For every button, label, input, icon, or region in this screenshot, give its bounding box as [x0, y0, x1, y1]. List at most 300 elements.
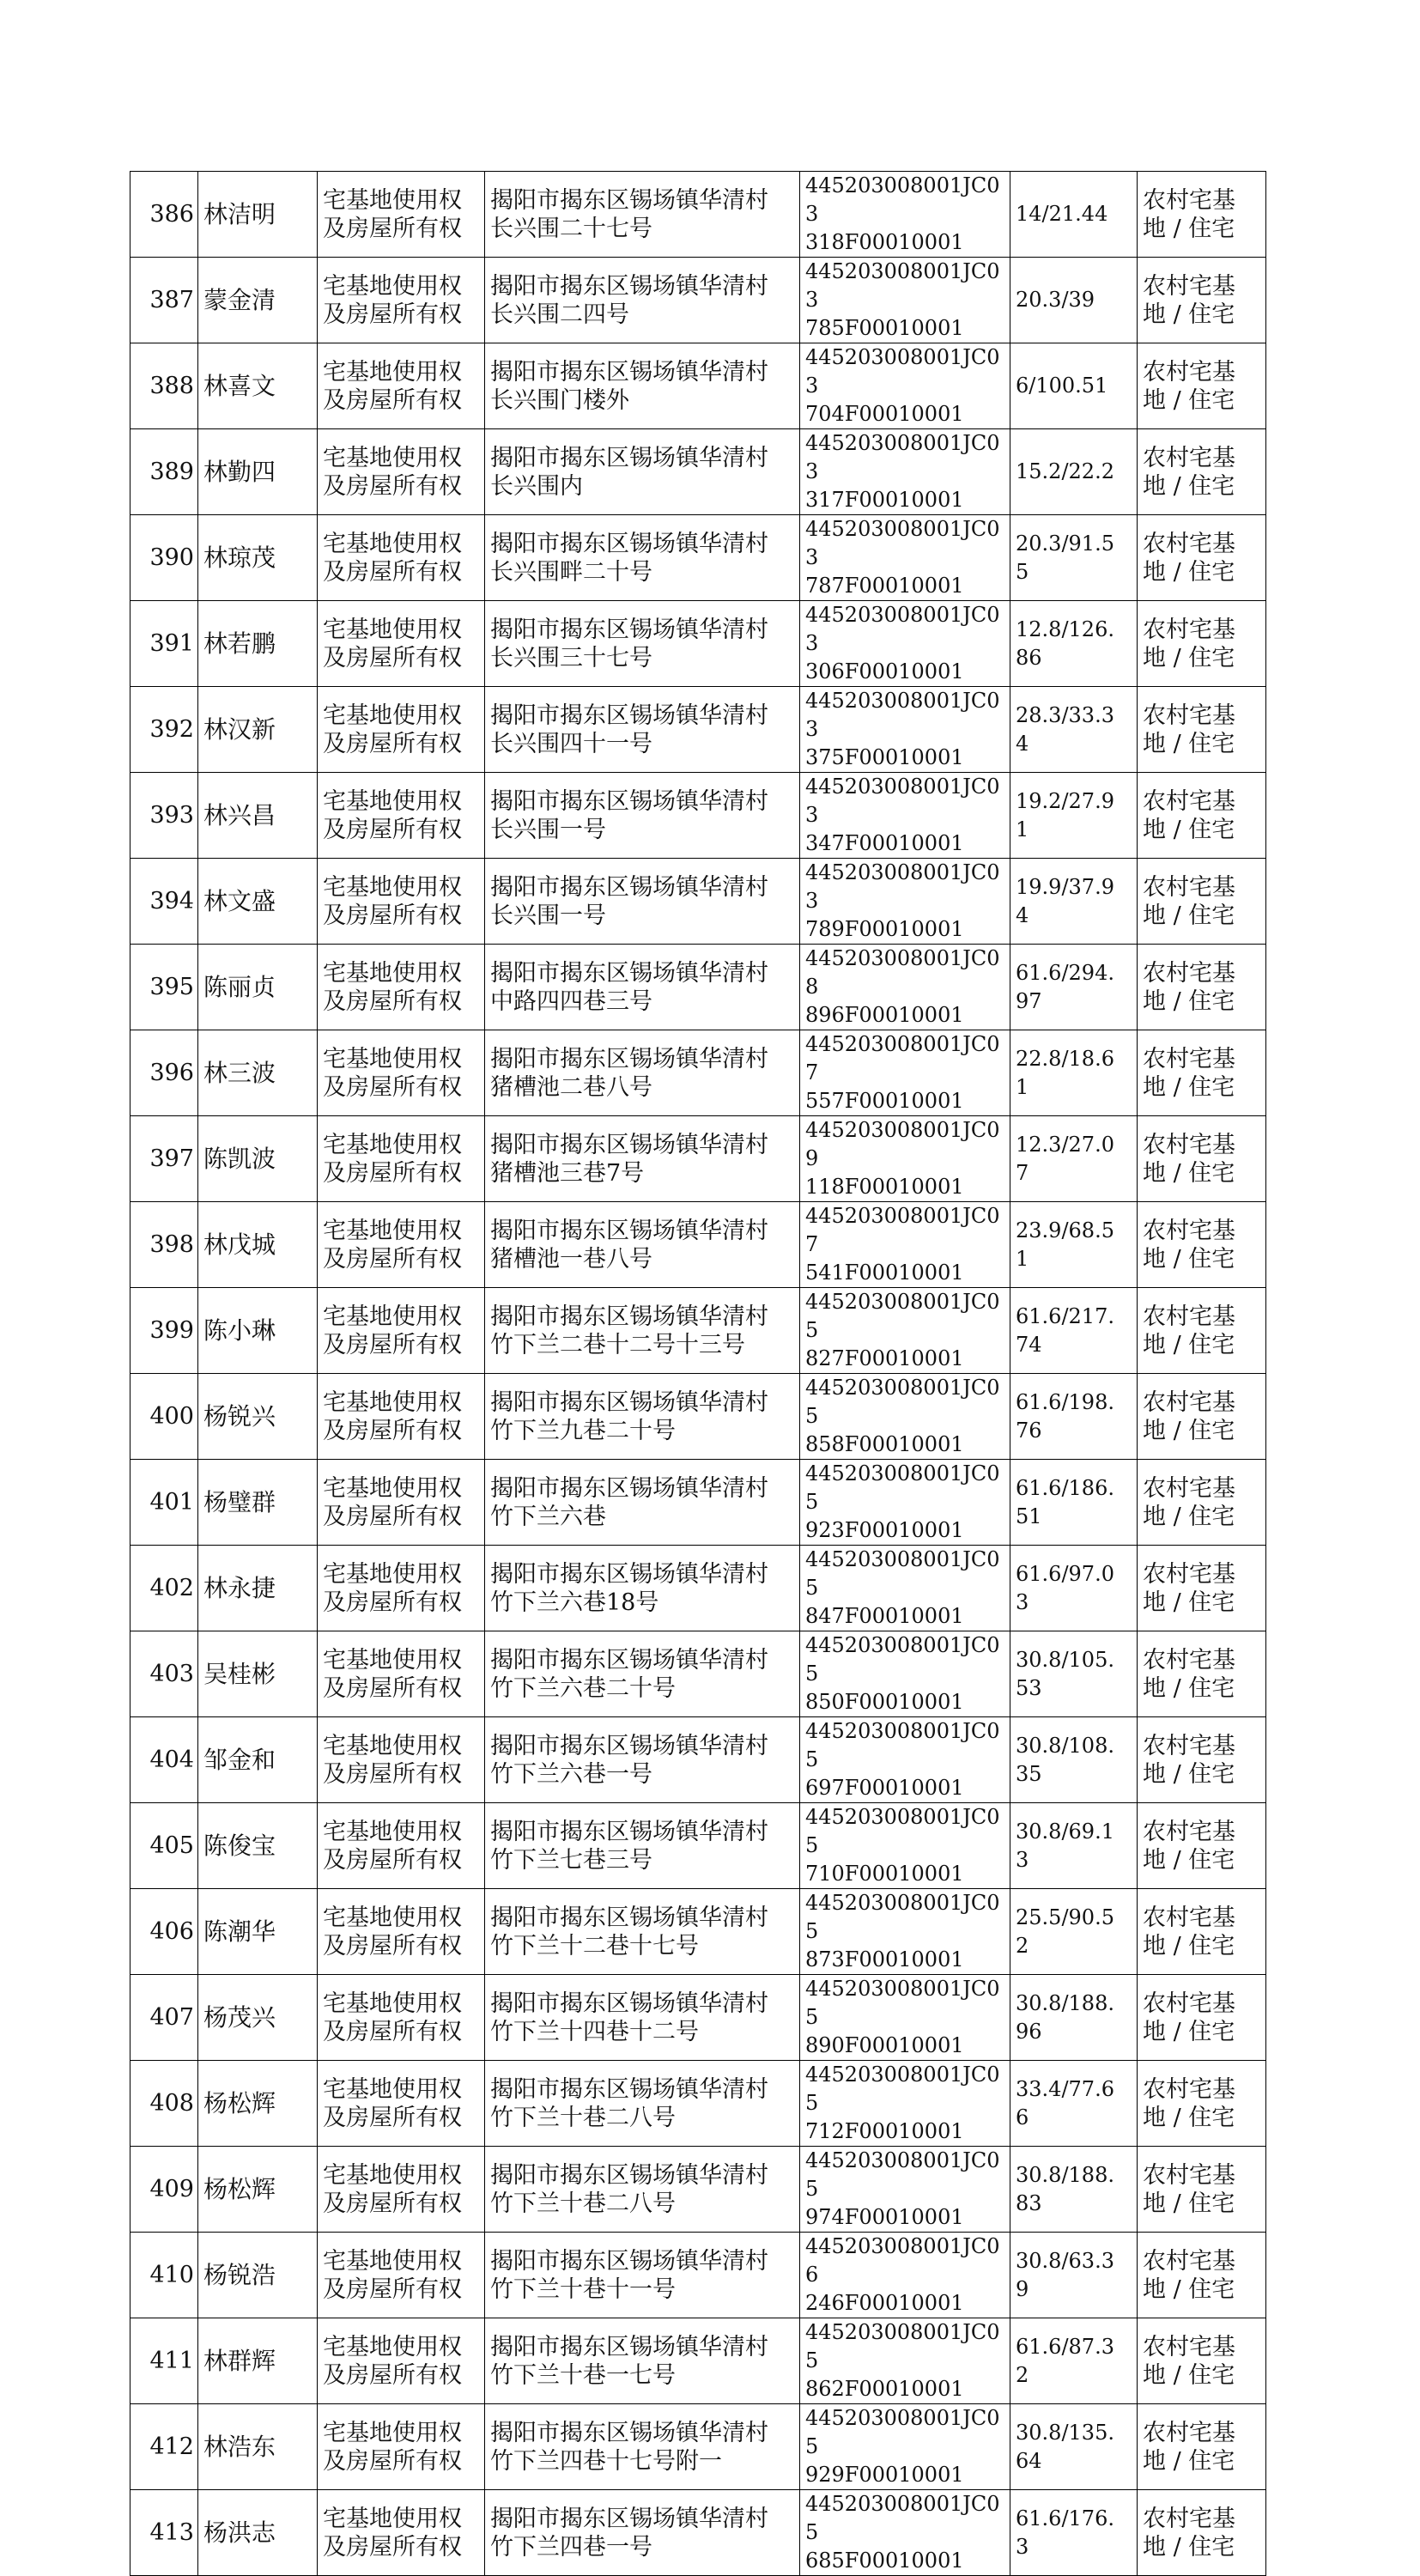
right-type: [318, 1803, 485, 1889]
area-value-line: 97: [1016, 988, 1042, 1013]
address-line: 竹下兰四巷十七号附一: [490, 2447, 722, 2475]
land-use-line: 地 / 住宅: [1143, 1589, 1235, 1616]
area-value: [1010, 687, 1138, 773]
table-row: [130, 1030, 1266, 1116]
parcel-code: [800, 1374, 1010, 1460]
parcel-code-line: 445203008001JC03: [805, 689, 1000, 741]
table-body: [130, 172, 1266, 2576]
address-line: 揭阳市揭东区锡场镇华清村: [490, 2419, 768, 2446]
parcel-code: [800, 1975, 1010, 2061]
owner-name: 吴桂彬: [198, 1631, 318, 1717]
row-number: 403: [130, 1631, 198, 1717]
land-use: [1138, 601, 1266, 687]
address: [485, 1803, 800, 1889]
row-number: 401: [130, 1460, 198, 1546]
land-use-line: 农村宅基: [1143, 1131, 1235, 1158]
table-row: [130, 1116, 1266, 1202]
address-line: 长兴围四十一号: [490, 730, 652, 757]
address-line: 揭阳市揭东区锡场镇华清村: [490, 358, 768, 386]
address: [485, 945, 800, 1030]
area-value-line: 61.6/294.: [1016, 960, 1114, 985]
area-value-line: 20.3/91.5: [1016, 531, 1114, 556]
right-type-line: 及房屋所有权: [323, 2447, 462, 2475]
owner-name: 林汉新: [198, 687, 318, 773]
right-type: [318, 1202, 485, 1288]
parcel-code-line: 850F00010001: [805, 1690, 964, 1714]
row-number: 400: [130, 1374, 198, 1460]
parcel-code-line: 896F00010001: [805, 1003, 964, 1027]
parcel-code-line: 445203008001JC05: [805, 1461, 1000, 1514]
parcel-code-line: 787F00010001: [805, 574, 964, 598]
parcel-code-line: 445203008001JC05: [805, 1547, 1000, 1600]
address-line: 竹下兰六巷: [490, 1503, 606, 1530]
table-row: [130, 1202, 1266, 1288]
right-type-line: 宅基地使用权: [323, 186, 462, 214]
owner-name: 杨璧群: [198, 1460, 318, 1546]
address: [485, 601, 800, 687]
address-line: 揭阳市揭东区锡场镇华清村: [490, 186, 768, 214]
parcel-code-line: 445203008001JC05: [805, 1633, 1000, 1686]
land-use-line: 农村宅基: [1143, 272, 1235, 300]
area-value-line: 30.8/63.3: [1016, 2248, 1114, 2273]
parcel-code-line: 445203008001JC03: [805, 860, 1000, 913]
parcel-code-line: 445203008001JC05: [805, 2148, 1000, 2201]
area-value-line: 61.6/97.0: [1016, 1561, 1114, 1586]
area-value-line: 1: [1016, 1246, 1029, 1271]
land-use: [1138, 1631, 1266, 1717]
address-line: 揭阳市揭东区锡场镇华清村: [490, 873, 768, 901]
parcel-code-line: 445203008001JC03: [805, 173, 1000, 226]
address-line: 揭阳市揭东区锡场镇华清村: [490, 1045, 768, 1072]
area-value: [1010, 1374, 1138, 1460]
area-value-line: 53: [1016, 1675, 1042, 1700]
address-line: 竹下兰十巷一七号: [490, 2361, 676, 2389]
land-use-line: 农村宅基: [1143, 873, 1235, 901]
land-use-line: 地 / 住宅: [1143, 1846, 1235, 1874]
land-use-line: 地 / 住宅: [1143, 2447, 1235, 2475]
row-number: 410: [130, 2233, 198, 2318]
land-use: [1138, 2061, 1266, 2147]
parcel-code-line: 118F00010001: [805, 1175, 964, 1199]
area-value-line: 15.2/22.2: [1016, 459, 1114, 483]
table-row: [130, 2404, 1266, 2490]
area-value-line: 6/100.51: [1016, 374, 1108, 398]
parcel-code: [800, 859, 1010, 945]
area-value: [1010, 1116, 1138, 1202]
right-type: [318, 1030, 485, 1116]
parcel-code-line: 445203008001JC03: [805, 259, 1000, 312]
address: [485, 172, 800, 258]
area-value: [1010, 859, 1138, 945]
right-type-line: 及房屋所有权: [323, 1932, 462, 1959]
land-use-line: 地 / 住宅: [1143, 1674, 1235, 1702]
address: [485, 343, 800, 429]
row-number: 409: [130, 2147, 198, 2233]
land-use: [1138, 1546, 1266, 1631]
land-use-line: 地 / 住宅: [1143, 816, 1235, 843]
right-type-line: 宅基地使用权: [323, 1818, 462, 1845]
right-type: [318, 945, 485, 1030]
right-type-line: 及房屋所有权: [323, 1674, 462, 1702]
address-line: 揭阳市揭东区锡场镇华清村: [490, 1646, 768, 1674]
area-value-line: 35: [1016, 1761, 1042, 1786]
land-use-line: 农村宅基: [1143, 186, 1235, 214]
parcel-code-line: 862F00010001: [805, 2377, 964, 2401]
parcel-code-line: 789F00010001: [805, 917, 964, 941]
area-value-line: 30.8/69.1: [1016, 1819, 1114, 1844]
address: [485, 1631, 800, 1717]
land-use-line: 地 / 住宅: [1143, 2190, 1235, 2217]
right-type-line: 宅基地使用权: [323, 2419, 462, 2446]
parcel-code-line: 445203008001JC03: [805, 345, 1000, 398]
right-type-line: 宅基地使用权: [323, 2247, 462, 2275]
parcel-code: [800, 1116, 1010, 1202]
table-row: [130, 859, 1266, 945]
address: [485, 773, 800, 859]
address-line: 揭阳市揭东区锡场镇华清村: [490, 959, 768, 987]
address: [485, 1717, 800, 1803]
parcel-code: [800, 1631, 1010, 1717]
table-row: [130, 2490, 1266, 2576]
table-row: [130, 515, 1266, 601]
land-use-line: 农村宅基: [1143, 358, 1235, 386]
right-type-line: 及房屋所有权: [323, 1846, 462, 1874]
parcel-code: [800, 1546, 1010, 1631]
area-value-line: 61.6/198.: [1016, 1389, 1114, 1414]
land-use-line: 农村宅基: [1143, 1818, 1235, 1845]
area-value-line: 86: [1016, 645, 1042, 670]
right-type-line: 宅基地使用权: [323, 1732, 462, 1759]
area-value: [1010, 1803, 1138, 1889]
land-use: [1138, 1460, 1266, 1546]
right-type-line: 宅基地使用权: [323, 1045, 462, 1072]
owner-name: 陈小琳: [198, 1288, 318, 1374]
area-value-line: 61.6/217.: [1016, 1303, 1114, 1328]
area-value-line: 25.5/90.5: [1016, 1905, 1114, 1929]
address: [485, 515, 800, 601]
table-row: [130, 687, 1266, 773]
address-line: 揭阳市揭东区锡场镇华清村: [490, 1560, 768, 1588]
owner-name: 邹金和: [198, 1717, 318, 1803]
address-line: 竹下兰六巷一号: [490, 1760, 652, 1788]
right-type: [318, 1546, 485, 1631]
right-type-line: 及房屋所有权: [323, 558, 462, 586]
parcel-code-line: 445203008001JC05: [805, 1290, 1000, 1342]
right-type-line: 及房屋所有权: [323, 644, 462, 671]
right-type: [318, 343, 485, 429]
land-use-line: 农村宅基: [1143, 2075, 1235, 2103]
row-number: 406: [130, 1889, 198, 1975]
parcel-code: [800, 515, 1010, 601]
land-use-line: 地 / 住宅: [1143, 644, 1235, 671]
owner-name: 林文盛: [198, 859, 318, 945]
land-use-line: 地 / 住宅: [1143, 2533, 1235, 2561]
right-type-line: 宅基地使用权: [323, 787, 462, 815]
area-value-line: 64: [1016, 2448, 1042, 2473]
area-value-line: 23.9/68.5: [1016, 1218, 1114, 1242]
parcel-code: [800, 343, 1010, 429]
land-use: [1138, 1717, 1266, 1803]
address-line: 揭阳市揭东区锡场镇华清村: [490, 1474, 768, 1502]
land-use-line: 农村宅基: [1143, 1045, 1235, 1072]
right-type: [318, 1889, 485, 1975]
parcel-code: [800, 601, 1010, 687]
right-type-line: 宅基地使用权: [323, 1904, 462, 1931]
address-line: 揭阳市揭东区锡场镇华清村: [490, 2333, 768, 2360]
address-line: 竹下兰九巷二十号: [490, 1417, 676, 1444]
owner-name: 杨锐兴: [198, 1374, 318, 1460]
right-type-line: 宅基地使用权: [323, 2161, 462, 2189]
parcel-code-line: 697F00010001: [805, 1776, 964, 1800]
right-type-line: 及房屋所有权: [323, 386, 462, 414]
area-value-line: 1: [1016, 1074, 1029, 1099]
area-value: [1010, 343, 1138, 429]
land-use-line: 地 / 住宅: [1143, 301, 1235, 328]
area-value-line: 61.6/176.: [1016, 2506, 1114, 2530]
land-use: [1138, 1975, 1266, 2061]
table-row: [130, 773, 1266, 859]
land-use: [1138, 687, 1266, 773]
area-value-line: 19.9/37.9: [1016, 874, 1114, 899]
right-type-line: 宅基地使用权: [323, 2075, 462, 2103]
registry-table: [130, 171, 1266, 2576]
right-type-line: 宅基地使用权: [323, 1474, 462, 1502]
owner-name: 林若鹏: [198, 601, 318, 687]
row-number: 398: [130, 1202, 198, 1288]
address-line: 长兴围二十七号: [490, 215, 652, 242]
right-type: [318, 2233, 485, 2318]
area-value-line: 96: [1016, 2019, 1042, 2044]
address: [485, 1374, 800, 1460]
address: [485, 429, 800, 515]
parcel-code: [800, 1288, 1010, 1374]
parcel-code-line: 445203008001JC05: [805, 2406, 1000, 2458]
owner-name: 林兴昌: [198, 773, 318, 859]
row-number: 412: [130, 2404, 198, 2490]
land-use-line: 农村宅基: [1143, 444, 1235, 471]
right-type-line: 及房屋所有权: [323, 1760, 462, 1788]
row-number: 395: [130, 945, 198, 1030]
area-value: [1010, 601, 1138, 687]
address: [485, 2490, 800, 2576]
owner-name: 杨茂兴: [198, 1975, 318, 2061]
address-line: 竹下兰六巷二十号: [490, 1674, 676, 1702]
area-value: [1010, 945, 1138, 1030]
row-number: 388: [130, 343, 198, 429]
land-use-line: 农村宅基: [1143, 1904, 1235, 1931]
parcel-code: [800, 258, 1010, 343]
area-value: [1010, 1288, 1138, 1374]
land-use-line: 地 / 住宅: [1143, 1760, 1235, 1788]
land-use-line: 农村宅基: [1143, 2419, 1235, 2446]
table-row: [130, 258, 1266, 343]
address-line: 竹下兰十巷二八号: [490, 2190, 676, 2217]
area-value: [1010, 773, 1138, 859]
area-value-line: 28.3/33.3: [1016, 702, 1114, 727]
right-type-line: 及房屋所有权: [323, 2190, 462, 2217]
land-use-line: 地 / 住宅: [1143, 1159, 1235, 1187]
address: [485, 1116, 800, 1202]
land-use-line: 农村宅基: [1143, 2505, 1235, 2532]
right-type: [318, 429, 485, 515]
parcel-code-line: 712F00010001: [805, 2119, 964, 2143]
area-value-line: 9: [1016, 2276, 1029, 2301]
parcel-code-line: 445203008001JC05: [805, 2492, 1000, 2544]
area-value-line: 12.8/126.: [1016, 617, 1114, 641]
land-use: [1138, 1202, 1266, 1288]
area-value-line: 5: [1016, 559, 1029, 584]
owner-name: 陈凯波: [198, 1116, 318, 1202]
land-use-line: 农村宅基: [1143, 1732, 1235, 1759]
row-number: 389: [130, 429, 198, 515]
parcel-code-line: 445203008001JC06: [805, 2234, 1000, 2287]
land-use-line: 农村宅基: [1143, 1474, 1235, 1502]
address-line: 揭阳市揭东区锡场镇华清村: [490, 2161, 768, 2189]
table-row: [130, 2147, 1266, 2233]
area-value-line: 3: [1016, 1589, 1029, 1614]
land-use: [1138, 1116, 1266, 1202]
parcel-code: [800, 1717, 1010, 1803]
parcel-code-line: 445203008001JC05: [805, 1376, 1000, 1428]
table-row: [130, 1717, 1266, 1803]
row-number: 399: [130, 1288, 198, 1374]
owner-name: 林喜文: [198, 343, 318, 429]
owner-name: 林勤四: [198, 429, 318, 515]
area-value: [1010, 1202, 1138, 1288]
land-use: [1138, 1803, 1266, 1889]
right-type: [318, 1288, 485, 1374]
area-value: [1010, 1889, 1138, 1975]
row-number: 397: [130, 1116, 198, 1202]
right-type: [318, 773, 485, 859]
right-type: [318, 2490, 485, 2576]
area-value-line: 30.8/135.: [1016, 2420, 1114, 2445]
right-type-line: 及房屋所有权: [323, 1245, 462, 1273]
parcel-code-line: 785F00010001: [805, 316, 964, 340]
land-use: [1138, 1288, 1266, 1374]
parcel-code: [800, 172, 1010, 258]
right-type: [318, 2061, 485, 2147]
right-type-line: 宅基地使用权: [323, 1990, 462, 2017]
address-line: 长兴围门楼外: [490, 386, 629, 414]
right-type: [318, 687, 485, 773]
right-type: [318, 2147, 485, 2233]
address-line: 揭阳市揭东区锡场镇华清村: [490, 2075, 768, 2103]
land-use-line: 农村宅基: [1143, 787, 1235, 815]
right-type-line: 宅基地使用权: [323, 2505, 462, 2532]
parcel-code-line: 375F00010001: [805, 745, 964, 769]
owner-name: 陈潮华: [198, 1889, 318, 1975]
land-use-line: 农村宅基: [1143, 1646, 1235, 1674]
area-value-line: 14/21.44: [1016, 202, 1108, 226]
parcel-code-line: 306F00010001: [805, 659, 964, 683]
land-use: [1138, 172, 1266, 258]
address-line: 揭阳市揭东区锡场镇华清村: [490, 2505, 768, 2532]
address: [485, 1460, 800, 1546]
area-value: [1010, 1030, 1138, 1116]
area-value: [1010, 2147, 1138, 2233]
table-row: [130, 1975, 1266, 2061]
right-type-line: 及房屋所有权: [323, 1073, 462, 1101]
land-use-line: 地 / 住宅: [1143, 1503, 1235, 1530]
land-use-line: 地 / 住宅: [1143, 2275, 1235, 2303]
right-type-line: 宅基地使用权: [323, 1217, 462, 1244]
row-number: 396: [130, 1030, 198, 1116]
land-use: [1138, 1889, 1266, 1975]
area-value: [1010, 2233, 1138, 2318]
area-value: [1010, 172, 1138, 258]
land-use-line: 地 / 住宅: [1143, 1245, 1235, 1273]
right-type: [318, 2404, 485, 2490]
row-number: 392: [130, 687, 198, 773]
address-line: 竹下兰二巷十二号十三号: [490, 1331, 745, 1358]
parcel-code-line: 858F00010001: [805, 1432, 964, 1456]
owner-name: 林戊城: [198, 1202, 318, 1288]
parcel-code: [800, 2147, 1010, 2233]
area-value-line: 30.8/105.: [1016, 1647, 1114, 1672]
owner-name: 陈俊宝: [198, 1803, 318, 1889]
table-row: [130, 2061, 1266, 2147]
right-type: [318, 1717, 485, 1803]
row-number: 407: [130, 1975, 198, 2061]
land-use-line: 地 / 住宅: [1143, 987, 1235, 1015]
parcel-code-line: 445203008001JC09: [805, 1118, 1000, 1170]
right-type-line: 及房屋所有权: [323, 2018, 462, 2045]
right-type: [318, 601, 485, 687]
right-type-line: 宅基地使用权: [323, 272, 462, 300]
land-use-line: 农村宅基: [1143, 2333, 1235, 2360]
address-line: 揭阳市揭东区锡场镇华清村: [490, 1732, 768, 1759]
parcel-code-line: 445203008001JC07: [805, 1204, 1000, 1256]
address-line: 长兴围内: [490, 472, 583, 500]
table-row: [130, 172, 1266, 258]
address-line: 揭阳市揭东区锡场镇华清村: [490, 702, 768, 729]
parcel-code: [800, 1202, 1010, 1288]
right-type-line: 及房屋所有权: [323, 2275, 462, 2303]
parcel-code: [800, 2318, 1010, 2404]
parcel-code-line: 445203008001JC05: [805, 2320, 1000, 2372]
land-use-line: 地 / 住宅: [1143, 558, 1235, 586]
owner-name: 陈丽贞: [198, 945, 318, 1030]
right-type-line: 及房屋所有权: [323, 987, 462, 1015]
right-type-line: 及房屋所有权: [323, 1503, 462, 1530]
address-line: 竹下兰十二巷十七号: [490, 1932, 699, 1959]
parcel-code-line: 445203008001JC05: [805, 2063, 1000, 2115]
land-use-line: 地 / 住宅: [1143, 215, 1235, 242]
area-value-line: 4: [1016, 902, 1029, 927]
parcel-code-line: 873F00010001: [805, 1947, 964, 1971]
land-use-line: 地 / 住宅: [1143, 472, 1235, 500]
right-type-line: 宅基地使用权: [323, 358, 462, 386]
land-use-line: 农村宅基: [1143, 616, 1235, 643]
land-use-line: 农村宅基: [1143, 2247, 1235, 2275]
land-use: [1138, 515, 1266, 601]
address-line: 揭阳市揭东区锡场镇华清村: [490, 1388, 768, 1416]
right-type-line: 及房屋所有权: [323, 816, 462, 843]
right-type-line: 及房屋所有权: [323, 1417, 462, 1444]
land-use-line: 农村宅基: [1143, 702, 1235, 729]
land-use-line: 地 / 住宅: [1143, 1417, 1235, 1444]
row-number: 404: [130, 1717, 198, 1803]
parcel-code-line: 445203008001JC05: [805, 1891, 1000, 1943]
parcel-code: [800, 773, 1010, 859]
land-use: [1138, 2147, 1266, 2233]
right-type-line: 及房屋所有权: [323, 301, 462, 328]
address-line: 揭阳市揭东区锡场镇华清村: [490, 272, 768, 300]
address: [485, 859, 800, 945]
address-line: 竹下兰四巷一号: [490, 2533, 652, 2561]
right-type-line: 及房屋所有权: [323, 730, 462, 757]
